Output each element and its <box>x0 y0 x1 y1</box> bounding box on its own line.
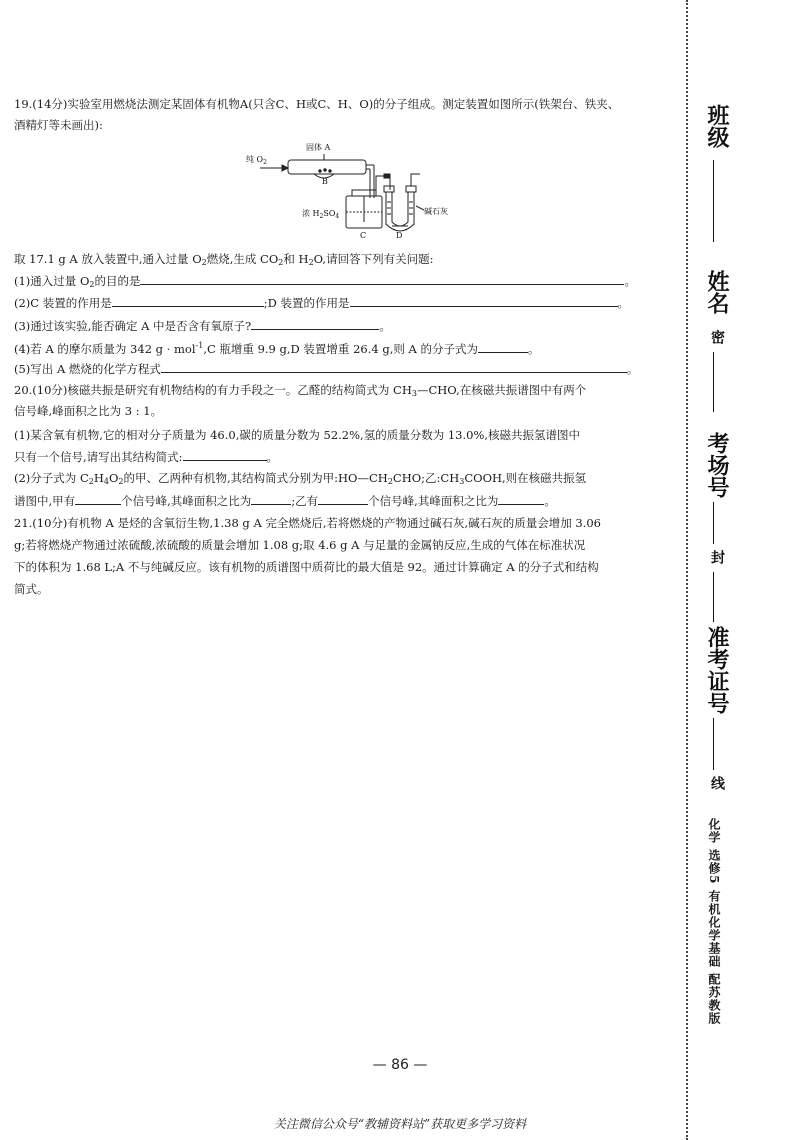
q21-line-2: g;若将燃烧产物通过浓硫酸,浓硫酸的质量会增加 1.08 g;取 4.6 g A 与足量的金属钠反应,生成的气体在标准状况 <box>14 538 586 552</box>
name-answer-line[interactable] <box>713 352 714 412</box>
label-b: B <box>322 177 328 186</box>
q19-line-1: 19.(14分)实验室用燃烧法测定某固体有机物A(只含C、H或C、H、O)的分子组成。测定装置如图所示(铁架台、铁夹、 <box>14 97 620 111</box>
q20-part-1-line-2: 只有一个信号,请写出其结构简式: 。 <box>14 450 279 464</box>
q19-part-5: (5)写出 A 燃烧的化学方程式 。 <box>14 362 639 376</box>
q20-line-1: 20.(10分)核磁共振是研究有机物结构的有力手段之一。乙醛的结构简式为 $CH_3—CHO$,在核磁共振谱图中有两个 <box>14 383 587 398</box>
q19-line-2: 酒精灯等未画出): <box>14 118 103 132</box>
class-answer-line[interactable] <box>713 160 714 242</box>
q19-part-2: (2)C 装置的作用是 ;D 装置的作用是 。 <box>14 296 629 310</box>
exam-room-answer-line[interactable] <box>713 502 714 544</box>
q20-line-2: 信号峰,峰面积之比为 3 : 1。 <box>14 404 163 418</box>
q20-part-1-line-1: (1)某含氧有机物,它的相对分子质量为 46.0,碳的质量分数为 52.2%,氢的质量分数为 13.0%,核磁共振氢谱图中 <box>14 428 581 442</box>
answer-blank[interactable] <box>161 361 627 373</box>
answer-blank[interactable] <box>75 493 121 505</box>
answer-blank[interactable] <box>498 493 544 505</box>
ticket-answer-line[interactable] <box>713 718 714 770</box>
seal-xian: 线 <box>709 776 725 790</box>
seal-feng: 封 <box>709 550 725 564</box>
label-solid-a: 固体 A <box>306 143 331 152</box>
label-d: D <box>396 231 403 240</box>
answer-blank[interactable] <box>251 318 379 330</box>
q20-part-2-line-2: 谱图中,甲有 个信号峰,其峰面积之比为 ;乙有 个信号峰,其峰面积之比为 。 <box>14 494 556 508</box>
label-soda-lime: 碱石灰 <box>424 207 448 216</box>
exam-room-label: 考场号 <box>704 432 730 498</box>
q21-line-4: 简式。 <box>14 582 49 596</box>
label-pure-o2: 纯 $O_2$ <box>246 155 267 166</box>
answer-blank[interactable] <box>478 341 528 353</box>
label-conc-h2so4: 浓 $H_2SO_4$ <box>302 209 340 220</box>
footer-note: 关注微信公众号“教辅资料站”获取更多学习资料 <box>273 1117 527 1131</box>
answer-blank[interactable] <box>251 493 291 505</box>
subject-label: 化学 选修5 有机化学基础 配苏教版 <box>707 818 721 1025</box>
answer-blank[interactable] <box>140 273 624 285</box>
label-c: C <box>360 231 367 240</box>
q21-line-1: 21.(10分)有机物 A 是烃的含氧衍生物,1.38 g A 完全燃烧后,若将燃烧的产物通过碱石灰,碱石灰的质量会增加 3.06 <box>14 516 601 530</box>
seal-mi: 密 <box>709 330 725 344</box>
q19-part-3: (3)通过该实验,能否确定 A 中是否含有氧原子? 。 <box>14 319 391 333</box>
apparatus-diagram <box>240 138 480 240</box>
answer-blank[interactable] <box>318 493 368 505</box>
answer-blank[interactable] <box>183 449 267 461</box>
q19-part-1: (1)通入过量 $O_2$的目的是 。 <box>14 274 636 289</box>
class-label: 班级 <box>704 104 730 148</box>
q21-line-3: 下的体积为 1.68 L;A 不与纯碱反应。该有机物的质谱图中质荷比的最大值是 92。通过计算确定 A 的分子式和结构 <box>14 560 599 574</box>
page-number: — 86 — <box>372 1057 428 1073</box>
exam-room-answer-line-2[interactable] <box>713 572 714 622</box>
answer-blank[interactable] <box>350 295 618 307</box>
q19-intro: 取 17.1 g A 放入装置中,通入过量 $O_2$燃烧,生成 $CO_2$和 $H_2O$,请回答下列有关问题: <box>14 252 434 267</box>
ticket-label: 准考证号 <box>704 626 730 714</box>
q19-part-4: (4)若 A 的摩尔质量为 342 g · mol$^{-1}$,C 瓶增重 9.9 g,D 装置增重 26.4 g,则 A 的分子式为 。 <box>14 341 540 356</box>
binding-dotted-line <box>686 0 688 1140</box>
answer-blank[interactable] <box>112 295 264 307</box>
q20-part-2-line-1: (2)分子式为 $C_2H_4O_2$的甲、乙两种有机物,其结构简式分别为甲$:HO—CH_2CHO$;乙$:CH_3COOH$,则在核磁共振氢 <box>14 471 587 486</box>
name-label: 姓名 <box>704 270 730 314</box>
